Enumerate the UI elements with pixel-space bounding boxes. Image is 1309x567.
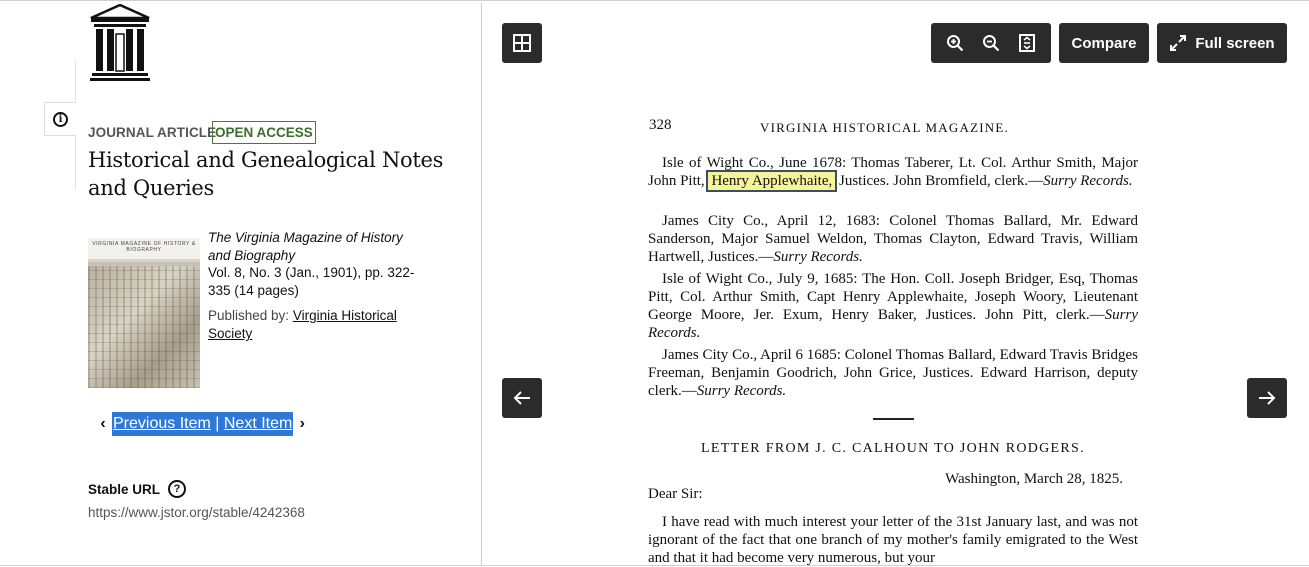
zoom-out-button[interactable] — [975, 23, 1007, 63]
next-item-link[interactable]: Next Item — [223, 415, 293, 432]
page-number: 328 — [649, 117, 672, 133]
zoom-in-button[interactable] — [939, 23, 971, 63]
volume-info: Vol. 8, No. 3 (Jan., 1901), pp. 322-335 (14 pages) — [208, 265, 415, 298]
item-navigation — [94, 412, 311, 436]
expand-icon — [1169, 34, 1187, 52]
full-screen-button[interactable] — [1157, 23, 1287, 63]
top-border — [0, 0, 1309, 3]
p2-source: Surry Records. — [773, 249, 863, 265]
page-paragraph-2 — [648, 212, 1138, 266]
info-button[interactable] — [44, 102, 76, 136]
page-paragraph-4 — [648, 346, 1138, 400]
chevron-right-icon[interactable]: › — [299, 415, 305, 432]
nav-separator: | — [215, 415, 220, 432]
section-rule — [873, 418, 914, 420]
p4-text: James City Co., April 6 1685: Colonel Thomas Ballard, Edward Travis Bridges Freeman, Benjamin Goodrich, John Grice, Justices. Edward Harrison, deputy clerk.— — [648, 347, 1138, 399]
chevron-left-icon[interactable]: ‹ — [100, 415, 106, 432]
previous-page-button[interactable] — [502, 378, 542, 418]
publisher-info — [208, 307, 418, 343]
letter-heading: LETTER FROM J. C. CALHOUN TO JOHN RODGERS. — [701, 441, 1085, 456]
fit-page-icon — [1019, 34, 1035, 52]
page-paragraph-3 — [648, 270, 1138, 342]
arrow-left-icon — [513, 390, 531, 406]
letter-date: Washington, March 28, 1825. — [945, 471, 1123, 487]
cover-header: VIRGINIA MAGAZINE OF HISTORY & BIOGRAPHY — [92, 241, 196, 253]
p3-text: Isle of Wight Co., July 9, 1685: The Hon. Coll. Joseph Bridger, Esq, Thomas Pitt, Col. Arthur Smith, Capt Henry Applewhaite, Joseph Woory, Lieutenant George Moore, Jer. Exum, Henry Baker, Justices. John Pitt, clerk.— — [648, 271, 1138, 323]
compare-button[interactable]: Compare — [1059, 23, 1149, 63]
zoom-in-icon — [946, 34, 964, 52]
article-title: Historical and Genealogical Notes and Queries — [88, 148, 444, 200]
arrow-right-icon — [1258, 390, 1276, 406]
thumbnail-grid-button[interactable] — [502, 23, 542, 63]
p1-source: Surry Records. — [1043, 173, 1133, 189]
journal-cover-thumbnail[interactable] — [88, 238, 200, 388]
publisher-link[interactable]: Virginia Historical Society — [208, 308, 397, 341]
stable-url-label-row — [88, 480, 186, 498]
content-type-label: JOURNAL ARTICLE — [88, 125, 217, 140]
zoom-controls — [931, 23, 1051, 63]
page-paragraph-1 — [648, 154, 1138, 190]
p4-source: Surry Records. — [696, 383, 787, 399]
p2-text: James City Co., April 12, 1683: Colonel Thomas Ballard, Mr. Edward Sanderson, Major Samuel Weldon, Thomas Clayton, Edward Travis, William Hartwell, Justices.— — [648, 213, 1138, 265]
fit-page-button[interactable] — [1011, 23, 1043, 63]
stable-url-label: Stable URL — [88, 481, 161, 497]
p3-source: Surry Records. — [648, 307, 1138, 341]
page-running-header: VIRGINIA HISTORICAL MAGAZINE. — [760, 120, 1009, 135]
jstor-temple-logo[interactable] — [88, 4, 152, 82]
stable-url[interactable]: https://www.jstor.org/stable/4242368 — [88, 505, 305, 520]
full-screen-label: Full screen — [1195, 34, 1275, 52]
p1-text-b: Justices. John Bromfield, clerk.— — [835, 173, 1044, 189]
zoom-out-icon — [982, 34, 1000, 52]
journal-name: The Virginia Magazine of History and Biography — [208, 230, 403, 263]
info-icon: i — [53, 112, 68, 127]
previous-item-link[interactable]: Previous Item — [113, 415, 211, 432]
item-nav-selection — [112, 412, 293, 436]
publisher-label: Published by: — [208, 308, 290, 323]
letter-salutation: Dear Sir: — [648, 486, 703, 502]
grid-icon — [513, 34, 531, 52]
open-access-badge: OPEN ACCESS — [212, 121, 316, 144]
help-icon[interactable]: ? — [168, 480, 186, 498]
p1-text-a: Isle of Wight Co., June 1678: Thomas Taberer, Lt. Col. Arthur Smith, Major John Pitt, — [648, 155, 1138, 189]
search-highlight: Henry Applewhaite, — [708, 172, 835, 190]
pane-divider — [481, 3, 482, 565]
next-page-button[interactable] — [1247, 378, 1287, 418]
cover-illustration — [88, 266, 200, 388]
page-paragraph-5: I have read with much interest your letter of the 31st January last, and was not ignorant of the fact that one branch of my mother's family emigrated to the West and that it had become very numerous, but your — [648, 514, 1138, 566]
